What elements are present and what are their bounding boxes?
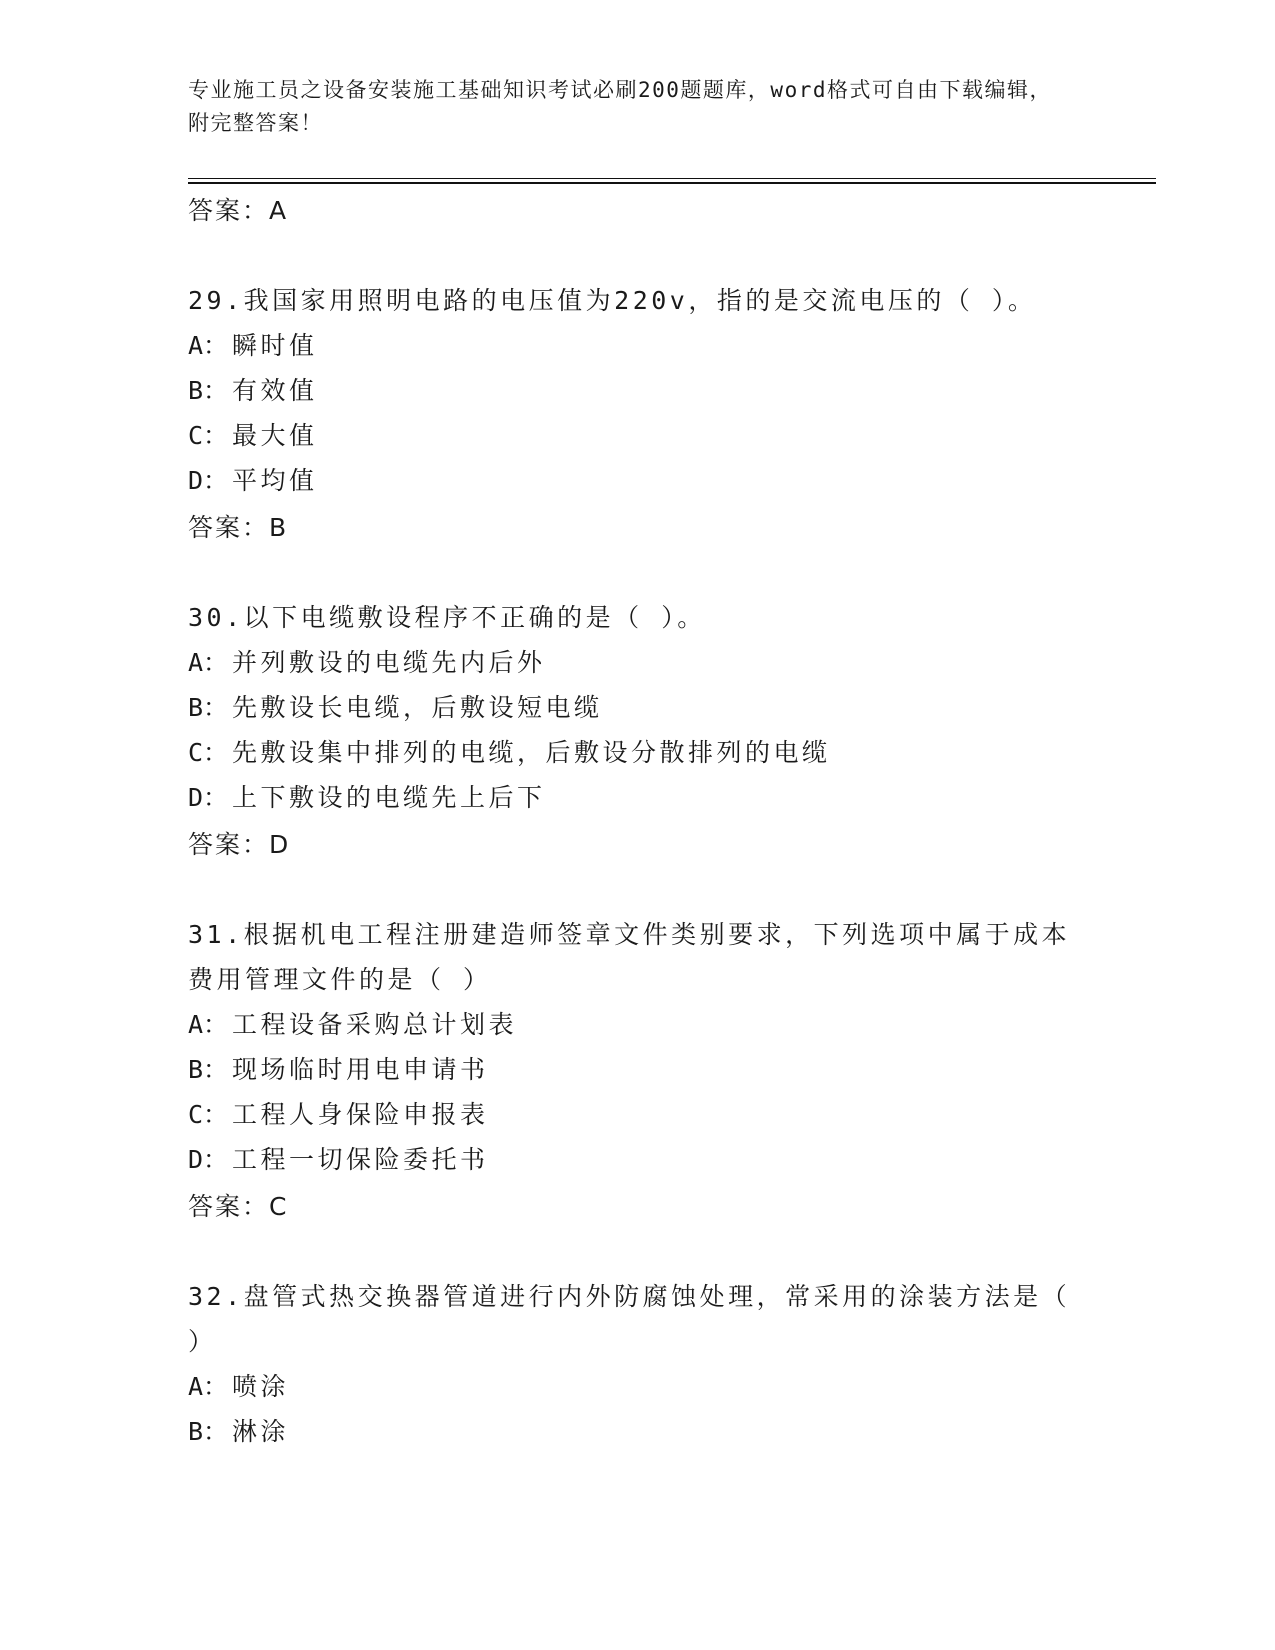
question-list	[188, 188, 1088, 1454]
document-header: 专业施工员之设备安装施工基础知识考试必刷200题题库，word格式可自由下载编辑，附完整答案！	[188, 78, 1052, 135]
question-stem: 30.以下电缆敷设程序不正确的是（ ）。	[188, 603, 706, 632]
option-d	[188, 458, 1088, 503]
option-a	[188, 1002, 1088, 1047]
option-key: B：	[188, 1055, 229, 1084]
option-key: A：	[188, 1372, 229, 1401]
option-a	[188, 640, 1088, 685]
option-c	[188, 730, 1088, 775]
answer-line: 答案：B	[188, 513, 289, 542]
header-divider-thick	[188, 182, 1156, 184]
question-item	[188, 278, 1088, 551]
option-key: C：	[188, 738, 229, 767]
option-a	[188, 323, 1088, 368]
question-item	[188, 1274, 1088, 1454]
option-text: 上下敷设的电缆先上后下	[232, 783, 546, 812]
option-c	[188, 413, 1088, 458]
answer-line: 答案：D	[188, 830, 291, 859]
option-text: 喷涂	[232, 1372, 290, 1401]
option-text: 工程设备采购总计划表	[232, 1010, 518, 1039]
option-text: 最大值	[232, 421, 318, 450]
option-c	[188, 1092, 1088, 1137]
option-b	[188, 1409, 1088, 1454]
option-text: 工程人身保险申报表	[232, 1100, 489, 1129]
option-key: A：	[188, 331, 229, 360]
option-b	[188, 685, 1088, 730]
answer-line: 答案：A	[188, 196, 289, 225]
option-text: 工程一切保险委托书	[232, 1145, 489, 1174]
question-item	[188, 595, 1088, 868]
option-text: 先敷设长电缆，后敷设短电缆	[232, 693, 603, 722]
option-text: 平均值	[232, 466, 318, 495]
option-text: 淋涂	[232, 1417, 290, 1446]
option-b	[188, 368, 1088, 413]
question-stem: 29.我国家用照明电路的电压值为220v，指的是交流电压的（ ）。	[188, 286, 1037, 315]
answer-line: 答案：C	[188, 1192, 289, 1221]
option-key: A：	[188, 1010, 229, 1039]
option-key: D：	[188, 1145, 229, 1174]
option-d	[188, 1137, 1088, 1182]
option-key: B：	[188, 376, 229, 405]
option-text: 并列敷设的电缆先内后外	[232, 648, 546, 677]
option-key: D：	[188, 466, 229, 495]
option-key: B：	[188, 1417, 229, 1446]
question-item	[188, 912, 1088, 1230]
option-key: B：	[188, 693, 229, 722]
option-key: C：	[188, 421, 229, 450]
option-text: 瞬时值	[232, 331, 318, 360]
option-a	[188, 1364, 1088, 1409]
option-d	[188, 775, 1088, 820]
option-b	[188, 1047, 1088, 1092]
question-stem: 32.盘管式热交换器管道进行内外防腐蚀处理，常采用的涂装方法是（ ）	[188, 1282, 1071, 1356]
option-key: A：	[188, 648, 229, 677]
question-stem: 31.根据机电工程注册建造师签章文件类别要求，下列选项中属于成本费用管理文件的是（ ）	[188, 920, 1071, 994]
option-text: 先敷设集中排列的电缆，后敷设分散排列的电缆	[232, 738, 831, 767]
option-text: 有效值	[232, 376, 318, 405]
option-key: C：	[188, 1100, 229, 1129]
option-key: D：	[188, 783, 229, 812]
header-divider-thin	[188, 178, 1156, 179]
option-text: 现场临时用电申请书	[232, 1055, 489, 1084]
